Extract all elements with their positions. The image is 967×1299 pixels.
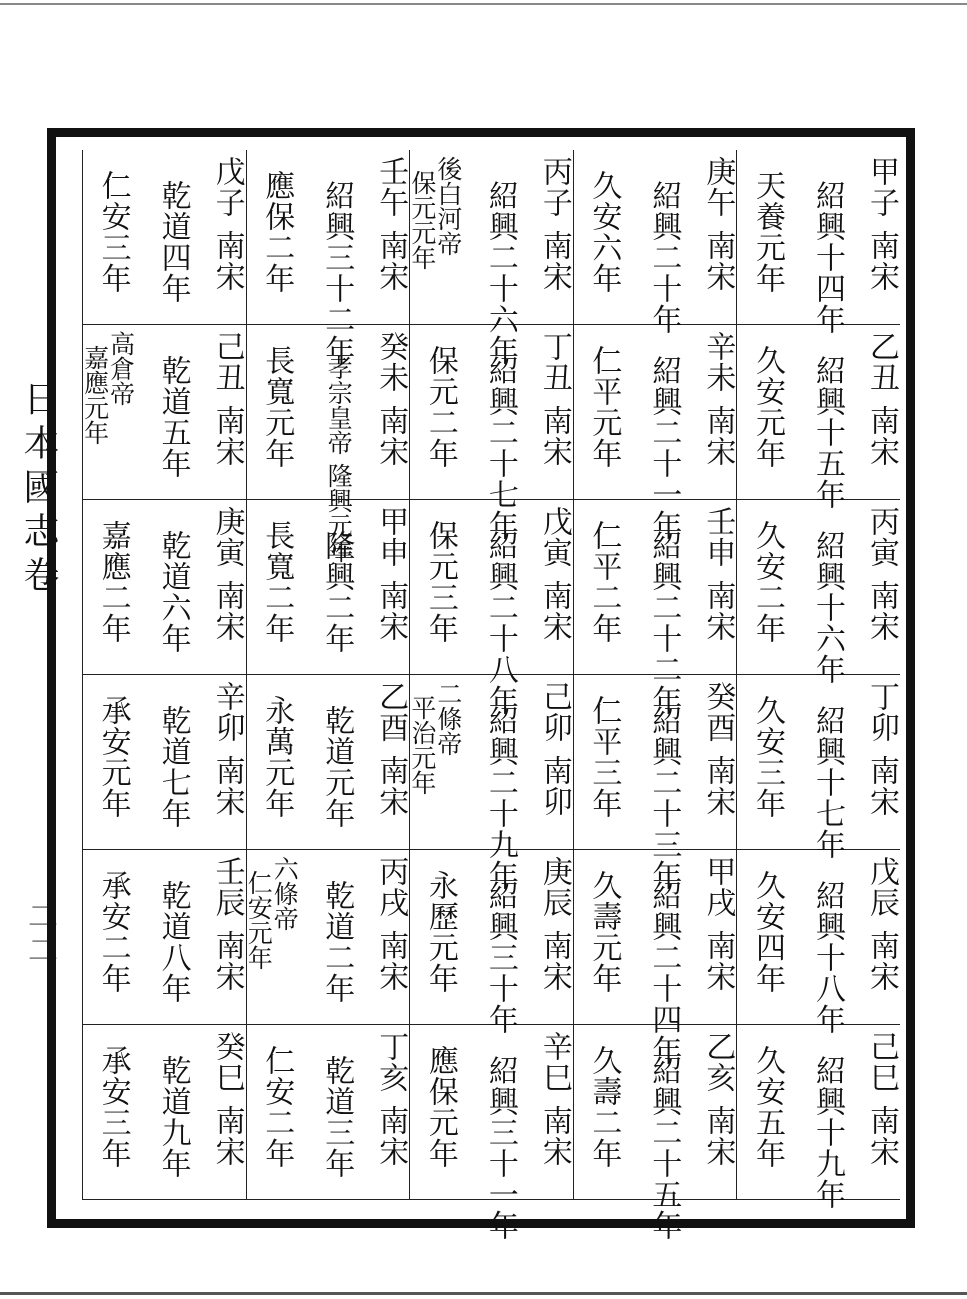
chinese-reign-year: 紹興二十七年 [482, 355, 518, 541]
table-cell [82, 500, 246, 675]
chinese-reign-year: 紹興二十九年 [482, 705, 518, 891]
dynasty-label: 南宋 [864, 930, 899, 992]
dynasty-label: 南宋 [373, 755, 409, 817]
japanese-era-year: 久壽元年 [586, 870, 622, 994]
japanese-era-year: 應保元年 [422, 1045, 458, 1169]
chinese-reign-year: 乾道三年 [319, 1055, 355, 1179]
cyclical-year: 壬申 [700, 506, 736, 568]
japanese-era-year: 久安二年 [750, 520, 785, 644]
japanese-emperor: 高倉帝 [106, 331, 136, 406]
cyclical-year: 壬辰 [209, 856, 245, 918]
cyclical-year: 己卯 [536, 681, 572, 743]
japanese-emperor: 六條帝 [270, 856, 300, 931]
japanese-era-year: 久安五年 [750, 1045, 785, 1169]
cyclical-year: 辛卯 [209, 681, 245, 743]
margin-title: 日本國志卷 [18, 380, 59, 600]
table-cell [736, 150, 900, 335]
dynasty-label: 南宋 [700, 230, 736, 292]
chinese-reign-year: 紹興二十一年 [646, 355, 682, 541]
chinese-reign-year: 紹興十五年 [810, 355, 845, 510]
japanese-era-year: 承安元年 [95, 695, 131, 819]
cyclical-year: 乙丑 [864, 331, 899, 393]
dynasty-label: 南宋 [209, 1105, 245, 1167]
chinese-reign-year: 隆興二年 [319, 530, 355, 654]
dynasty-label: 南宋 [700, 755, 736, 817]
margin-column [20, 300, 60, 1000]
dynasty-label: 南宋 [864, 755, 899, 817]
japanese-era-year: 長寬二年 [259, 520, 295, 644]
table-cell [736, 500, 900, 685]
chinese-reign-year: 乾道五年 [155, 355, 191, 479]
japanese-era-year: 保元二年 [422, 345, 458, 469]
japanese-era-year: 久安四年 [750, 870, 785, 994]
page-top-rule [0, 3, 967, 5]
japanese-era-year: 天養元年 [750, 170, 785, 294]
japanese-era-year: 平治元年 [407, 695, 437, 795]
cyclical-year: 壬午 [373, 156, 409, 218]
page-bottom-rule [0, 1292, 967, 1295]
cyclical-year: 丙戌 [373, 856, 409, 918]
dynasty-label: 南宋 [700, 1105, 736, 1167]
dynasty-label: 南宋 [864, 230, 899, 292]
cyclical-year: 乙酉 [373, 681, 409, 743]
chinese-reign-year: 紹興十六年 [810, 530, 845, 685]
dynasty-label: 南卯 [536, 755, 572, 817]
cyclical-year: 丁丑 [536, 331, 572, 393]
cyclical-year: 丙寅 [864, 506, 899, 568]
japanese-era-year: 永歷元年 [422, 870, 458, 994]
japanese-era-year: 仁平元年 [586, 345, 622, 469]
table-cell [736, 850, 900, 1035]
japanese-era-year: 保元三年 [422, 520, 458, 644]
cyclical-year: 乙亥 [700, 1031, 736, 1093]
dynasty-label: 南宋 [373, 1105, 409, 1167]
cyclical-year: 庚寅 [209, 506, 245, 568]
dynasty-label: 南宋 [536, 580, 572, 642]
cyclical-year: 癸未 [373, 331, 409, 393]
table-cell [736, 1025, 900, 1210]
chinese-reign-year: 紹興二十八年 [482, 530, 518, 716]
japanese-era-year: 仁平二年 [586, 520, 622, 644]
japanese-era-year: 嘉應二年 [95, 520, 131, 644]
dynasty-label: 南宋 [373, 580, 409, 642]
margin-page-number: 二二 [22, 900, 57, 968]
table-cell [246, 1025, 410, 1200]
chronology-table [80, 150, 900, 1241]
dynasty-label: 南宋 [700, 930, 736, 992]
dynasty-label: 南宋 [536, 230, 572, 292]
dynasty-label: 南宋 [209, 755, 245, 817]
chinese-reign-year: 紹興二十三年 [646, 705, 682, 891]
table-cell [246, 500, 410, 675]
dynasty-label: 南宋 [864, 1105, 899, 1167]
dynasty-label: 南宋 [536, 930, 572, 992]
chinese-reign-year: 紹興三十年 [482, 880, 518, 1035]
dynasty-label: 南宋 [536, 1105, 572, 1167]
chinese-reign-year: 乾道七年 [155, 705, 191, 829]
chinese-reign-year: 紹興二十四年 [646, 880, 682, 1066]
japanese-era-year: 長寬元年 [259, 345, 295, 469]
chinese-reign-year: 紹興十四年 [810, 180, 845, 335]
table-cell [573, 150, 737, 335]
chinese-reign-year: 乾道二年 [319, 880, 355, 1004]
japanese-emperor: 後白河帝 [433, 156, 463, 256]
cyclical-year: 庚辰 [536, 856, 572, 918]
japanese-emperor: 二條帝 [433, 681, 463, 756]
dynasty-label: 南宋 [373, 405, 409, 467]
chinese-reign-year: 紹興二十二年 [646, 530, 682, 716]
dynasty-label: 南宋 [536, 405, 572, 467]
table-cell [409, 1025, 573, 1241]
chinese-reign-year: 紹興十九年 [810, 1055, 845, 1210]
table-cell [736, 325, 900, 510]
cyclical-year: 辛巳 [536, 1031, 572, 1093]
chinese-reign-year: 乾道六年 [155, 530, 191, 654]
cyclical-year: 癸酉 [700, 681, 736, 743]
cyclical-year: 甲戌 [700, 856, 736, 918]
cyclical-year: 己巳 [864, 1031, 899, 1093]
japanese-era-year: 永萬元年 [259, 695, 295, 819]
japanese-era-year: 保元元年 [407, 170, 437, 270]
cyclical-year: 戊辰 [864, 856, 899, 918]
japanese-era-year: 仁安三年 [95, 170, 131, 294]
dynasty-label: 南宋 [373, 230, 409, 292]
japanese-era-year: 久壽二年 [586, 1045, 622, 1169]
cyclical-year: 戊寅 [536, 506, 572, 568]
japanese-era-year: 應保二年 [259, 170, 295, 294]
table-cell [82, 675, 246, 850]
cyclical-year: 己丑 [209, 331, 245, 393]
chinese-reign-year: 紹興二十五年 [646, 1055, 682, 1241]
japanese-era-year: 承安三年 [95, 1045, 131, 1169]
japanese-era-year: 嘉應元年 [80, 345, 110, 445]
dynasty-label: 南宋 [209, 580, 245, 642]
table-cell [82, 150, 246, 325]
cyclical-year: 甲申 [373, 506, 409, 568]
japanese-era-year: 久安元年 [750, 345, 785, 469]
dynasty-label: 南宋 [700, 580, 736, 642]
chinese-reign-year: 乾道八年 [155, 880, 191, 1004]
japanese-era-year: 久安六年 [586, 170, 622, 294]
chinese-reign-year: 紹興三十二年 [319, 180, 355, 366]
dynasty-label: 南宋 [864, 405, 899, 467]
cyclical-year: 丁亥 [373, 1031, 409, 1093]
cyclical-year: 庚午 [700, 156, 736, 218]
table-cell [573, 1025, 737, 1241]
chinese-reign-year: 紹興十七年 [810, 705, 845, 860]
japanese-era-year: 承安二年 [95, 870, 131, 994]
table-cell [409, 850, 573, 1035]
chinese-reign-year: 孝宗皇帝 隆興元年 [324, 355, 354, 563]
dynasty-label: 南宋 [209, 405, 245, 467]
japanese-era-year: 仁平三年 [586, 695, 622, 819]
table-cell [246, 850, 410, 1025]
chinese-reign-year: 乾道九年 [155, 1055, 191, 1179]
table-cell [736, 675, 900, 860]
cyclical-year: 癸巳 [209, 1031, 245, 1093]
cyclical-year: 辛未 [700, 331, 736, 393]
japanese-era-year: 仁安二年 [259, 1045, 295, 1169]
chinese-reign-year: 紹興二十年 [646, 180, 682, 335]
cyclical-year: 甲子 [864, 156, 899, 218]
table-cell [82, 1025, 246, 1200]
japanese-era-year: 久安三年 [750, 695, 785, 819]
dynasty-label: 南宋 [209, 230, 245, 292]
chinese-reign-year: 紹興三十一年 [482, 1055, 518, 1241]
chinese-reign-year: 乾道元年 [319, 705, 355, 829]
dynasty-label: 南宋 [373, 930, 409, 992]
dynasty-label: 南宋 [864, 580, 899, 642]
cyclical-year: 丙子 [536, 156, 572, 218]
cyclical-year: 戊子 [209, 156, 245, 218]
table-cell [246, 675, 410, 850]
table-cell [82, 325, 246, 500]
dynasty-label: 南宋 [209, 930, 245, 992]
cyclical-year: 丁卯 [864, 681, 899, 743]
dynasty-label: 南宋 [700, 405, 736, 467]
table-cell [82, 850, 246, 1025]
chinese-reign-year: 紹興二十六年 [482, 180, 518, 366]
chinese-reign-year: 乾道四年 [155, 180, 191, 304]
japanese-era-year: 仁安元年 [244, 870, 274, 970]
chinese-reign-year: 紹興十八年 [810, 880, 845, 1035]
